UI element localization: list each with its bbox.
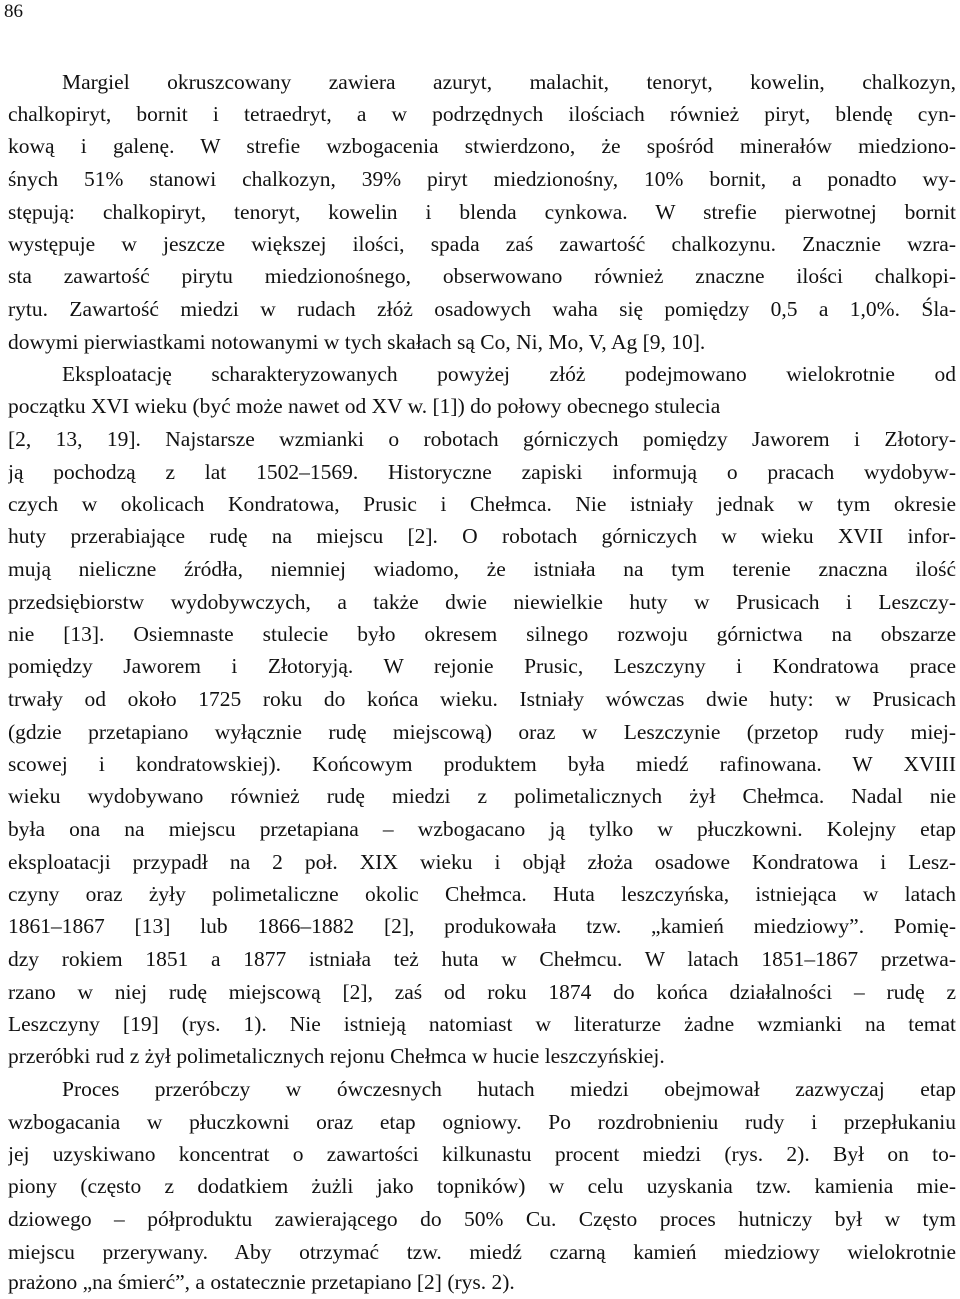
text-line: rytu. Zawartość miedzi w rudach złóż osadowych waha się pomiędzy 0,5 a 1,0%. Śla-	[8, 297, 956, 321]
text-line: chalkopiryt, bornit i tetraedryt, a w podrzędnych ilościach również piryt, blendę cyn-	[8, 102, 956, 126]
text-line: mują nieliczne źródła, niemniej wiadomo, że istniała na tym terenie znaczna ilość	[8, 557, 956, 581]
text-line: występuje w jeszcze większej ilości, spada zaś zawartość chalkozynu. Znacznie wzra-	[8, 232, 956, 256]
text-line: dzy rokiem 1851 a 1877 istniała też huta w Chełmcu. W latach 1851–1867 przetwa-	[8, 947, 956, 971]
text-line: dziowego – półproduktu zawierającego do 50% Cu. Często proces hutniczy był w tym	[8, 1207, 956, 1231]
text-line: kową i galenę. W strefie wzbogacenia stwierdzono, że spośród minerałów miedziono-	[8, 134, 956, 158]
text-line: (gdzie przetapiano wyłącznie rudę miejscową) oraz w Leszczynie (przetop rudy miej-	[8, 720, 956, 744]
text-line: pomiędzy Jaworem i Złotoryją. W rejonie Prusic, Leszczyny i Kondratowa prace	[8, 654, 956, 678]
text-line: była ona na miejscu przetapiana – wzbogacano ją tylko w płuczkowni. Kolejny etap	[8, 817, 956, 841]
text-line: Leszczyny [19] (rys. 1). Nie istnieją natomiast w literaturze żadne wzmianki na temat	[8, 1012, 956, 1036]
text-line: początku XVI wieku (być może nawet od XV w. [1]) do połowy obecnego stulecia	[8, 394, 721, 418]
text-line: nie [13]. Osiemnaste stulecie było okresem silnego rozwoju górnictwa na obszarze	[8, 622, 956, 646]
text-line: rzano w niej rudę miejscową [2], zaś od roku 1874 do końca działalności – rudę z	[8, 980, 956, 1004]
text-line: piony (często z dodatkiem żużli jako topników) w celu uzyskania tzw. kamienia mie-	[8, 1174, 956, 1198]
text-line: scowej i kondratowskiej). Końcowym produktem była miedź rafinowana. W XVIII	[8, 752, 956, 776]
text-line: przedsiębiorstw wydobywczych, a także dwie niewielkie huty w Prusicach i Leszczy-	[8, 590, 956, 614]
text-line: wieku wydobywano również rudę miedzi z polimetalicznych żył Chełmca. Nadal nie	[8, 784, 956, 808]
text-line: Margiel okruszcowany zawiera azuryt, malachit, tenoryt, kowelin, chalkozyn,	[62, 70, 956, 94]
text-line: [2, 13, 19]. Najstarsze wzmianki o robotach górniczych pomiędzy Jaworem i Złotory-	[8, 427, 956, 451]
text-line: sta zawartość pirytu miedzionośnego, obserwowano również znaczne ilości chalkopi-	[8, 264, 956, 288]
text-line: przeróbki rud z żył polimetalicznych rejonu Chełmca w hucie leszczyńskiej.	[8, 1044, 665, 1068]
text-line: prażono „na śmierć”, a ostatecznie przetapiano [2] (rys. 2).	[8, 1270, 515, 1294]
text-line: 1861–1867 [13] lub 1866–1882 [2], produkowała tzw. „kamień miedziowy”. Pomię-	[8, 914, 956, 938]
text-line: stępują: chalkopiryt, tenoryt, kowelin i blenda cynkowa. W strefie pierwotnej bornit	[8, 200, 956, 224]
text-line: Eksploatację scharakteryzowanych powyżej złóż podejmowano wielokrotnie od	[62, 362, 956, 386]
text-line: eksploatacji przypadł na 2 poł. XIX wieku i objął złoża osadowe Kondratowa i Lesz-	[8, 850, 956, 874]
text-line: jej uzyskiwano koncentrat o zawartości kilkunastu procent miedzi (rys. 2). Był on to-	[8, 1142, 956, 1166]
text-line: wzbogacania w płuczkowni oraz etap ogniowy. Po rozdrobnieniu rudy i przepłukaniu	[8, 1110, 956, 1134]
text-line: trwały od około 1725 roku do końca wieku. Istniały wówczas dwie huty: w Prusicach	[8, 687, 956, 711]
text-line: miejscu przerywany. Aby otrzymać tzw. miedź czarną kamień miedziowy wielokrotnie	[8, 1240, 956, 1264]
text-line: Proces przeróbczy w ówczesnych hutach miedzi obejmował zazwyczaj etap	[62, 1077, 956, 1101]
text-line: czyny oraz żyły polimetaliczne okolic Chełmca. Huta leszczyńska, istniejąca w latach	[8, 882, 956, 906]
text-line: dowymi pierwiastkami notowanymi w tych skałach są Co, Ni, Mo, V, Ag [9, 10].	[8, 330, 706, 354]
text-line: ją pochodzą z lat 1502–1569. Historyczne zapiski informują o pracach wydobyw-	[8, 460, 956, 484]
page-number: 86	[4, 1, 23, 22]
text-line: huty przerabiające rudę na miejscu [2]. O robotach górniczych w wieku XVII infor-	[8, 524, 956, 548]
text-line: śnych 51% stanowi chalkozyn, 39% piryt miedzionośny, 10% bornit, a ponadto wy-	[8, 167, 956, 191]
text-line: czych w okolicach Kondratowa, Prusic i Chełmca. Nie istniały jednak w tym okresie	[8, 492, 956, 516]
